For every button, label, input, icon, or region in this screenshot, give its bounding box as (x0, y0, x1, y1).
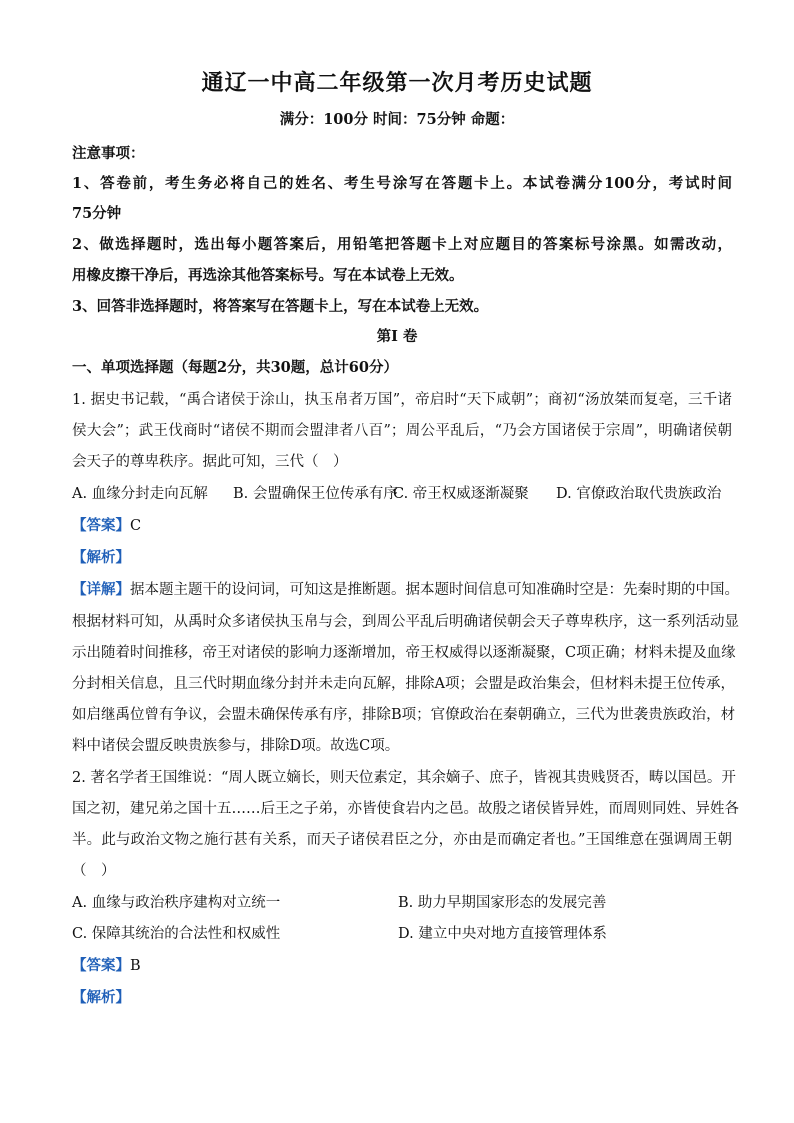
note-line: 75分钟 (72, 205, 122, 222)
page-title: 通辽一中高二年级第一次月考历史试题 (201, 70, 593, 96)
note-line: 用橡皮擦干净后，再选涂其他答案标号。写在本试卷上无效。 (72, 267, 464, 284)
section-heading: 一、单项选择题（每题2分，共30题，总计60分） (72, 359, 398, 376)
analysis-tag: 【解析】 (72, 549, 130, 566)
q2-stem-line: （ ） (72, 863, 116, 879)
q1-detail-line: 分封相关信息，且三代时期血缘分封并未走向瓦解，排除A项；会盟是政治集会，但材料未提王位传承， (72, 676, 735, 692)
q2-stem-line: 半。此与政治文物之施行甚有关系，而天子诸侯君臣之分，亦由是而确定者也。”王国维意在强调周王朝 (72, 832, 732, 848)
q1-detail-line: 料中诸侯会盟反映贵族参与，排除D项。故选C项。 (72, 738, 400, 754)
q2-option-a: A. 血缘与政治秩序建构对立统一 (72, 895, 281, 911)
answer-value: C (130, 518, 142, 534)
q1-stem-line: 侯大会”；武王伐商时“诸侯不期而会盟津者八百”；周公平乱后，“乃会方国诸侯于宗周”，明确诸侯朝 (72, 423, 732, 439)
q2-option-c: C. 保障其统治的合法性和权威性 (72, 926, 281, 942)
q1-detail-line: 示出随着时间推移，帝王对诸侯的影响力逐渐增加，帝王权威得以逐渐凝聚，C项正确；材料未提及血缘 (72, 645, 736, 661)
q1-option-d: D. 官僚政治取代贵族政治 (556, 486, 722, 502)
q1-answer (72, 514, 732, 535)
q2-stem-line: 国之初，建兄弟之国十五……后王之子弟，亦皆使食岩内之邑。故殷之诸侯皆异姓，而周则同姓、异姓各 (72, 801, 739, 817)
notes-heading: 注意事项： (72, 145, 145, 162)
answer-tag: 【答案】 (72, 517, 130, 534)
q2-analysis (72, 986, 732, 1007)
q1-analysis (72, 546, 732, 567)
volume-heading: 第I 卷 (376, 328, 418, 345)
q1-option-b: B. 会盟确保王位传承有序 (233, 486, 398, 502)
exam-info: 满分：100分 时间：75分钟 命题： (279, 111, 515, 128)
q1-detail-line: 如启继禹位曾有争议，会盟未确保传承有序，排除B项；官僚政治在秦朝确立，三代为世袭贵族政治，材 (72, 707, 736, 723)
q1-detail-line: 根据材料可知，从禹时众多诸侯执玉帛与会，到周公平乱后明确诸侯朝会天子尊卑秩序，这一系列活动显 (72, 614, 739, 630)
q1-detail-line: 【详解】据本题主题干的设问词，可知这是推断题。据本题时间信息可知准确时空是：先秦时期的中国。 (72, 581, 739, 598)
note-line: 1、答卷前，考生务必将自己的姓名、考生号涂写在答题卡上。本试卷满分100分，考试时间 (72, 175, 732, 192)
note-line: 3、回答非选择题时，将答案写在答题卡上，写在本试卷上无效。 (72, 298, 489, 315)
q1-stem-line: 1. 据史书记载，“禹合诸侯于涂山，执玉帛者万国”，帝启时“天下咸朝”；商初“汤放桀而复亳，三千诸 (72, 392, 732, 408)
q2-option-d: D. 建立中央对地方直接管理体系 (398, 926, 607, 942)
analysis-tag: 【解析】 (72, 989, 130, 1006)
note-line: 2、做选择题时，选出每小题答案后，用铅笔把答题卡上对应题目的答案标号涂黑。如需改动， (72, 236, 732, 253)
q1-option-a: A. 血缘分封走向瓦解 (72, 486, 208, 502)
detail-tag: 【详解】 (72, 581, 130, 598)
q2-stem-line: 2. 著名学者王国维说：“周人既立嫡长，则天位素定，其余嫡子、庶子，皆视其贵贱贤否，畴以国邑。开 (72, 770, 736, 786)
answer-value: B (130, 958, 141, 974)
q1-stem-line: 会天子的尊卑秩序。据此可知，三代（ ） (72, 454, 348, 470)
q2-option-b: B. 助力早期国家形态的发展完善 (398, 895, 607, 911)
answer-tag: 【答案】 (72, 957, 130, 974)
q1-option-c: C. 帝王权威逐渐凝聚 (393, 486, 529, 502)
q2-answer (72, 954, 732, 975)
